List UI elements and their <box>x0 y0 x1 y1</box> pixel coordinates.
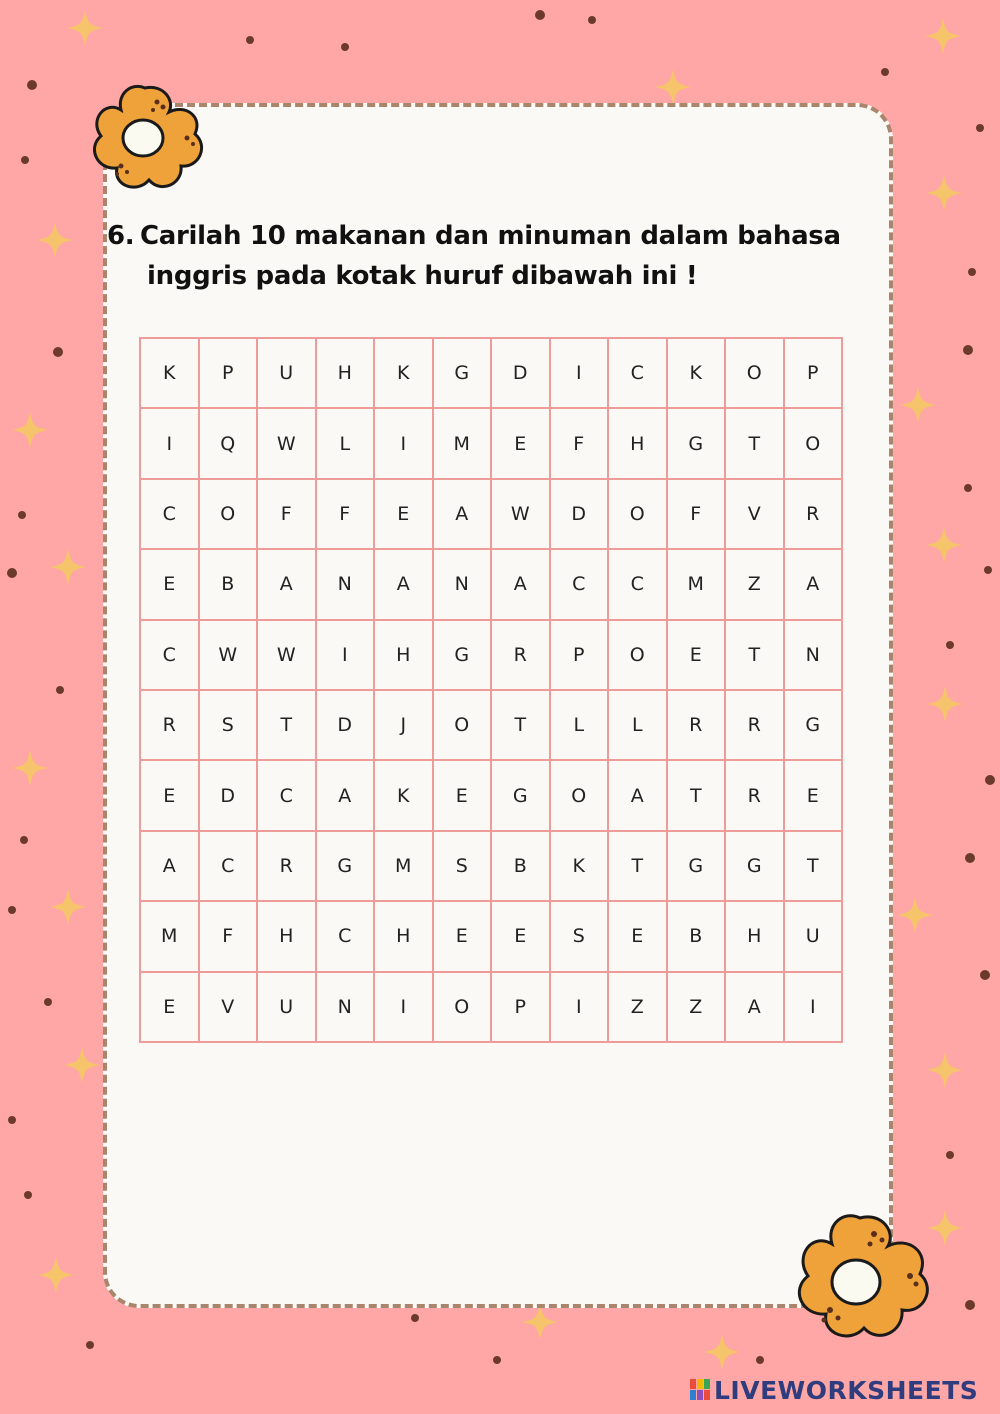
grid-cell[interactable]: Z <box>725 549 784 619</box>
grid-cell[interactable]: F <box>550 408 609 478</box>
grid-cell[interactable]: R <box>667 690 726 760</box>
grid-cell[interactable]: B <box>667 901 726 971</box>
grid-cell[interactable]: B <box>491 831 550 901</box>
grid-cell[interactable]: D <box>491 338 550 408</box>
grid-cell[interactable]: E <box>140 760 199 830</box>
grid-row <box>140 972 842 1042</box>
grid-cell[interactable]: U <box>257 972 316 1042</box>
grid-cell[interactable]: L <box>608 690 667 760</box>
grid-cell[interactable]: H <box>374 620 433 690</box>
grid-cell[interactable]: C <box>608 549 667 619</box>
grid-cell[interactable]: E <box>433 901 492 971</box>
question-text <box>107 216 867 296</box>
grid-cell[interactable]: W <box>257 408 316 478</box>
grid-row <box>140 831 842 901</box>
grid-cell[interactable]: O <box>608 620 667 690</box>
grid-cell[interactable]: T <box>725 620 784 690</box>
grid-cell[interactable]: I <box>550 338 609 408</box>
grid-cell[interactable]: G <box>667 831 726 901</box>
grid-cell[interactable]: H <box>374 901 433 971</box>
grid-cell[interactable]: P <box>199 338 258 408</box>
question-line-1: Carilah 10 makanan dan minuman dalam bahasa <box>140 221 841 251</box>
grid-row <box>140 549 842 619</box>
grid-cell[interactable]: E <box>608 901 667 971</box>
liveworksheets-logo <box>690 1375 978 1405</box>
grid-cell[interactable]: P <box>550 620 609 690</box>
grid-cell[interactable]: O <box>608 479 667 549</box>
grid-cell[interactable]: E <box>784 760 843 830</box>
grid-cell[interactable]: G <box>784 690 843 760</box>
grid-cell[interactable]: N <box>784 620 843 690</box>
grid-cell[interactable]: O <box>433 690 492 760</box>
grid-cell[interactable]: N <box>316 549 375 619</box>
grid-cell[interactable]: E <box>667 620 726 690</box>
grid-cell[interactable]: I <box>316 620 375 690</box>
grid-cell[interactable]: A <box>374 549 433 619</box>
grid-cell[interactable]: T <box>491 690 550 760</box>
grid-cell[interactable]: L <box>550 690 609 760</box>
grid-cell[interactable]: N <box>316 972 375 1042</box>
grid-cell[interactable]: V <box>199 972 258 1042</box>
grid-cell[interactable]: C <box>608 338 667 408</box>
grid-cell[interactable]: J <box>374 690 433 760</box>
grid-cell[interactable]: K <box>374 338 433 408</box>
grid-cell[interactable]: T <box>257 690 316 760</box>
grid-cell[interactable]: C <box>257 760 316 830</box>
grid-cell[interactable]: M <box>374 831 433 901</box>
grid-cell[interactable]: M <box>667 549 726 619</box>
grid-cell[interactable]: R <box>725 760 784 830</box>
grid-row <box>140 408 842 478</box>
grid-cell[interactable]: U <box>784 901 843 971</box>
grid-row <box>140 338 842 408</box>
grid-cell[interactable]: R <box>725 690 784 760</box>
grid-cell[interactable]: T <box>667 760 726 830</box>
grid-cell[interactable]: D <box>316 690 375 760</box>
grid-cell[interactable]: R <box>140 690 199 760</box>
grid-cell[interactable]: H <box>608 408 667 478</box>
grid-cell[interactable]: U <box>257 338 316 408</box>
grid-cell[interactable]: G <box>433 338 492 408</box>
grid-cell[interactable]: E <box>140 972 199 1042</box>
grid-cell[interactable]: O <box>725 338 784 408</box>
grid-cell[interactable]: R <box>784 479 843 549</box>
grid-cell[interactable]: T <box>784 831 843 901</box>
grid-cell[interactable]: A <box>257 549 316 619</box>
grid-cell[interactable]: Q <box>199 408 258 478</box>
grid-cell[interactable]: E <box>491 901 550 971</box>
grid-cell[interactable]: H <box>316 338 375 408</box>
grid-cell[interactable]: A <box>316 760 375 830</box>
grid-cell[interactable]: K <box>550 831 609 901</box>
grid-cell[interactable]: C <box>199 831 258 901</box>
grid-row <box>140 901 842 971</box>
grid-cell[interactable]: I <box>550 972 609 1042</box>
grid-row <box>140 760 842 830</box>
grid-cell[interactable]: A <box>608 760 667 830</box>
grid-cell[interactable]: T <box>725 408 784 478</box>
liveworksheets-logo-icon <box>690 1379 710 1401</box>
grid-cell[interactable]: F <box>257 479 316 549</box>
grid-cell[interactable]: O <box>199 479 258 549</box>
grid-cell[interactable]: R <box>491 620 550 690</box>
grid-cell[interactable]: R <box>257 831 316 901</box>
grid-cell[interactable]: F <box>667 479 726 549</box>
grid-cell[interactable]: I <box>140 408 199 478</box>
grid-cell[interactable]: K <box>374 760 433 830</box>
grid-cell[interactable]: A <box>491 549 550 619</box>
grid-cell[interactable]: M <box>433 408 492 478</box>
grid-cell[interactable]: D <box>199 760 258 830</box>
grid-cell[interactable]: G <box>725 831 784 901</box>
grid-cell[interactable]: P <box>784 338 843 408</box>
grid-cell[interactable]: E <box>374 479 433 549</box>
grid-cell[interactable]: S <box>199 690 258 760</box>
grid-cell[interactable]: S <box>433 831 492 901</box>
grid-cell[interactable]: K <box>140 338 199 408</box>
grid-cell[interactable]: A <box>140 831 199 901</box>
grid-cell[interactable]: B <box>199 549 258 619</box>
grid-cell[interactable]: L <box>316 408 375 478</box>
grid-cell[interactable]: C <box>140 479 199 549</box>
grid-cell[interactable]: S <box>550 901 609 971</box>
word-search-grid <box>139 337 843 1043</box>
grid-cell[interactable]: G <box>667 408 726 478</box>
flower-icon <box>78 78 212 202</box>
grid-cell[interactable]: G <box>433 620 492 690</box>
brand-name: LIVEWORKSHEETS <box>714 1375 979 1405</box>
grid-cell[interactable]: V <box>725 479 784 549</box>
grid-cell[interactable]: A <box>725 972 784 1042</box>
grid-cell[interactable]: W <box>199 620 258 690</box>
grid-cell[interactable]: A <box>433 479 492 549</box>
grid-cell[interactable]: I <box>374 972 433 1042</box>
grid-cell[interactable]: D <box>550 479 609 549</box>
grid-cell[interactable]: C <box>316 901 375 971</box>
grid-cell[interactable]: I <box>784 972 843 1042</box>
grid-cell[interactable]: W <box>257 620 316 690</box>
grid-cell[interactable]: E <box>433 760 492 830</box>
grid-row <box>140 479 842 549</box>
grid-cell[interactable]: H <box>725 901 784 971</box>
grid-cell[interactable]: E <box>491 408 550 478</box>
grid-cell[interactable]: N <box>433 549 492 619</box>
grid-cell[interactable]: I <box>374 408 433 478</box>
grid-cell[interactable]: W <box>491 479 550 549</box>
question-number: 6. <box>107 221 135 251</box>
grid-cell[interactable]: O <box>433 972 492 1042</box>
grid-cell[interactable]: E <box>140 549 199 619</box>
grid-row <box>140 620 842 690</box>
grid-cell[interactable]: C <box>550 549 609 619</box>
grid-cell[interactable]: H <box>257 901 316 971</box>
grid-cell[interactable]: P <box>491 972 550 1042</box>
grid-cell[interactable]: O <box>550 760 609 830</box>
grid-cell[interactable]: A <box>784 549 843 619</box>
question-line-2: inggris pada kotak huruf dibawah ini ! <box>147 261 698 291</box>
grid-cell[interactable]: M <box>140 901 199 971</box>
grid-cell[interactable]: Z <box>667 972 726 1042</box>
grid-cell[interactable]: G <box>316 831 375 901</box>
grid-cell[interactable]: K <box>667 338 726 408</box>
grid-cell[interactable]: Z <box>608 972 667 1042</box>
grid-cell[interactable]: O <box>784 408 843 478</box>
grid-row <box>140 690 842 760</box>
grid-cell[interactable]: F <box>316 479 375 549</box>
grid-cell[interactable]: C <box>140 620 199 690</box>
grid-cell[interactable]: T <box>608 831 667 901</box>
grid-cell[interactable]: F <box>199 901 258 971</box>
flower-icon <box>780 1205 940 1355</box>
grid-cell[interactable]: G <box>491 760 550 830</box>
